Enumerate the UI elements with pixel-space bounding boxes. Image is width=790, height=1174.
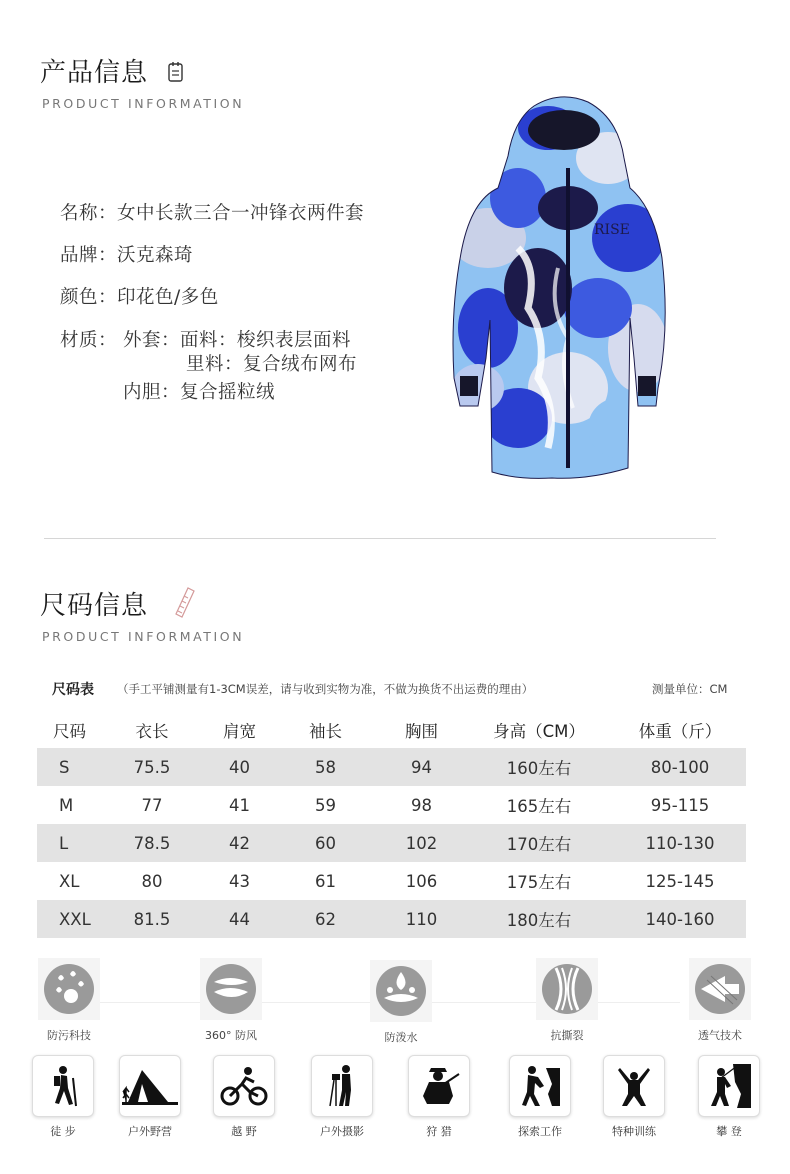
feature-label: 透气技术: [698, 1029, 742, 1042]
cell-weight: 95-115: [650, 795, 710, 815]
activity-label: 特种训练: [612, 1125, 656, 1138]
jacket-image: [448, 88, 672, 484]
size-table: [37, 712, 746, 938]
photography-icon: [322, 1064, 362, 1108]
hunting-icon: [417, 1064, 461, 1108]
table-row: [37, 900, 746, 938]
header-height: 身高（CM）: [493, 722, 585, 741]
cell-size: L: [37, 824, 97, 862]
cell-shoulder: 40: [207, 748, 272, 786]
size-info-title: 尺码信息: [40, 591, 149, 621]
table-row: [37, 824, 746, 862]
cell-sleeve: 61: [315, 871, 336, 891]
cell-size: XXL: [37, 900, 97, 938]
cell-length: 80: [141, 871, 163, 891]
cell-shoulder: 43: [229, 871, 250, 891]
table-row: [37, 786, 746, 824]
climbing-icon: [707, 1064, 751, 1108]
cell-length: 78.5: [97, 824, 207, 862]
feature-breathable: [688, 958, 752, 1043]
product-info-title: 产品信息: [40, 58, 149, 88]
cell-chest: 102: [379, 824, 464, 862]
cell-height: 170左右: [464, 824, 614, 862]
camping-icon: [122, 1066, 178, 1106]
inner-row: [123, 378, 275, 404]
header-sleeve: 袖长: [309, 722, 342, 741]
header-length: 衣长: [135, 722, 169, 741]
activity-label: 户外摄影: [320, 1125, 364, 1138]
cell-shoulder: 44: [207, 900, 272, 938]
cell-chest: 94: [379, 748, 464, 786]
feature-label: 防泼水: [384, 1031, 418, 1044]
cell-height: 160左右: [464, 748, 614, 786]
name-label: 名称：: [60, 203, 118, 224]
feature-tear-resistant: [535, 958, 599, 1043]
table-row: [37, 748, 746, 786]
cell-size: S: [37, 748, 97, 786]
cell-weight: 80-100: [614, 748, 746, 786]
cell-sleeve: 62: [272, 900, 379, 938]
color-label: 颜色：: [60, 287, 118, 308]
cycling-icon: [220, 1066, 268, 1106]
windproof-icon: [200, 958, 262, 1020]
measure-unit-note: 测量单位：CM: [652, 682, 728, 696]
brand-value: 沃克森琦: [117, 245, 194, 266]
cell-sleeve: 59: [315, 795, 336, 815]
size-table-note-line: [0, 679, 790, 699]
size-table-note: （手工平铺测量有1-3CM误差，请与收到实物为准，不做为换货不出运费的理由）: [117, 682, 534, 696]
cell-chest: 98: [411, 795, 432, 815]
activity-exploration: [508, 1055, 572, 1139]
feature-stain-resistant: [37, 958, 101, 1043]
cell-height: 175左右: [506, 873, 572, 892]
activity-photography: [310, 1055, 374, 1139]
exploration-icon: [518, 1064, 562, 1108]
activity-label: 狩 猎: [426, 1125, 452, 1138]
color-value: 印花色/多色: [117, 287, 219, 308]
name-row: [60, 199, 364, 225]
product-info-subtitle: PRODUCT INFORMATION: [42, 96, 245, 111]
size-table-title: 尺码表: [52, 682, 94, 698]
activity-climbing: [697, 1055, 761, 1139]
inner-label: 内胆：: [123, 382, 181, 403]
breathable-icon: [689, 958, 751, 1020]
cell-height: 165左右: [506, 797, 572, 816]
cell-weight: 110-130: [614, 824, 746, 862]
water-repellent-icon: [370, 960, 432, 1022]
feature-water-repellent: [369, 960, 433, 1045]
activity-camping: [118, 1055, 182, 1139]
activity-label: 徒 步: [50, 1125, 76, 1138]
name-value: 女中长款三合一冲锋衣两件套: [117, 203, 365, 224]
activity-label: 越 野: [231, 1125, 257, 1138]
header-shoulder: 肩宽: [223, 722, 256, 741]
cell-length: 75.5: [97, 748, 207, 786]
section-divider: [44, 538, 716, 539]
outer-lining-label: 里料：: [186, 354, 244, 375]
activity-label: 探索工作: [518, 1125, 562, 1138]
cell-sleeve: 58: [272, 748, 379, 786]
cell-shoulder: 41: [229, 795, 250, 815]
activity-training: [602, 1055, 666, 1139]
activity-label: 攀 登: [716, 1125, 742, 1138]
hiking-icon: [43, 1064, 83, 1108]
cell-shoulder: 42: [207, 824, 272, 862]
jacket-logo-text: RISE: [594, 222, 630, 238]
outer-face-row: [123, 326, 351, 352]
color-row: [60, 283, 219, 309]
feature-label: 360° 防风: [205, 1029, 257, 1042]
cell-weight: 140-160: [614, 900, 746, 938]
cell-length: 77: [141, 795, 163, 815]
activity-hunting: [407, 1055, 471, 1139]
activity-cycling: [212, 1055, 276, 1139]
outer-lining-row: [186, 350, 357, 376]
size-info-subtitle: PRODUCT INFORMATION: [42, 629, 245, 644]
cell-size: XL: [59, 871, 80, 891]
outer-lining-value: 复合绒布网布: [243, 354, 358, 375]
header-weight: 体重（斤）: [638, 722, 722, 741]
cell-chest: 110: [379, 900, 464, 938]
outer-face-label: 面料：: [180, 330, 238, 351]
measuring-tape-icon: [170, 584, 196, 618]
activity-hiking: [31, 1055, 95, 1139]
tear-resistant-icon: [536, 958, 598, 1020]
material-label: 材质：: [60, 330, 118, 351]
feature-windproof: [196, 958, 266, 1043]
header-size: 尺码: [53, 722, 86, 741]
cell-chest: 106: [405, 871, 438, 891]
size-table-header: [37, 712, 746, 748]
tag-icon: [167, 61, 185, 83]
cell-weight: 125-145: [645, 871, 715, 891]
stain-resistant-icon: [38, 958, 100, 1020]
outer-label: 外套：: [123, 330, 181, 351]
training-icon: [612, 1064, 656, 1108]
outer-face-value: 梭织表层面料: [237, 330, 352, 351]
cell-sleeve: 60: [272, 824, 379, 862]
cell-length: 81.5: [97, 900, 207, 938]
header-chest: 胸围: [405, 722, 438, 741]
cell-size: M: [59, 795, 74, 815]
cell-height: 180左右: [464, 900, 614, 938]
feature-label: 抗撕裂: [550, 1029, 584, 1042]
table-row: [37, 862, 746, 900]
activity-label: 户外野营: [128, 1125, 172, 1138]
inner-value: 复合摇粒绒: [180, 382, 276, 403]
feature-label: 防污科技: [47, 1029, 91, 1042]
brand-label: 品牌：: [60, 245, 118, 266]
brand-row: [60, 241, 193, 267]
